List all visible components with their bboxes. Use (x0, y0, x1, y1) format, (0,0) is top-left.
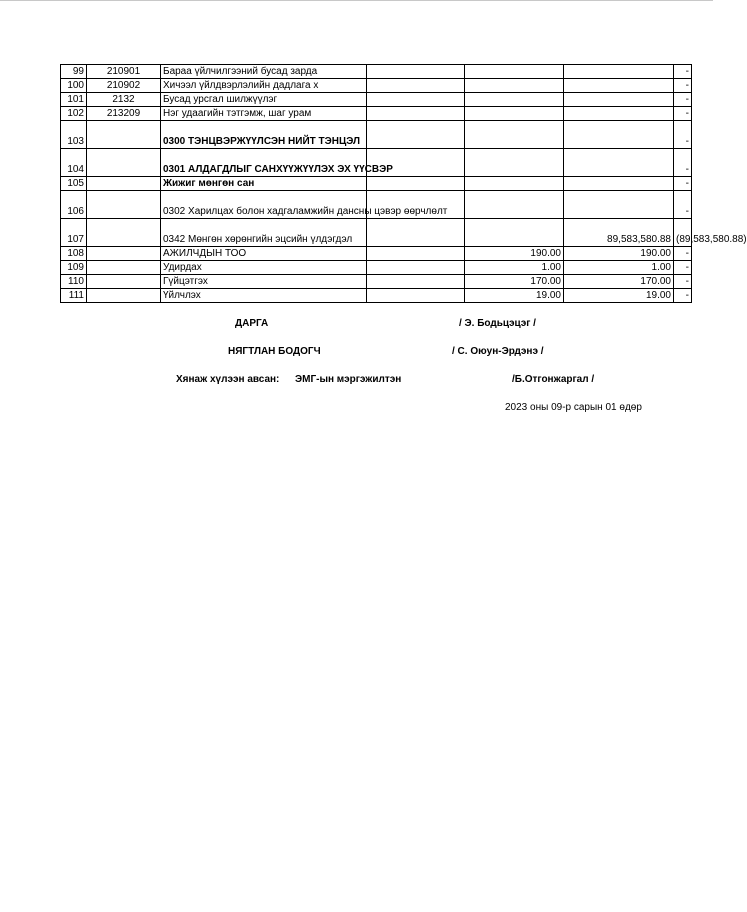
value-cell-2: 19.00 (465, 289, 564, 303)
value-cell-4: - (674, 79, 692, 93)
line-item-name-cell: Нэг удаагийн тэтгэмж, шаг урам (161, 107, 367, 121)
value-cell-1 (367, 177, 465, 191)
value-cell-1 (367, 275, 465, 289)
value-cell-3: 19.00 (564, 289, 674, 303)
row-number-cell: 110 (61, 275, 87, 289)
value-cell-1 (367, 261, 465, 275)
director-title: ДАРГА (235, 318, 269, 329)
reviewer-label: Хянаж хүлээн авсан: (176, 374, 280, 385)
value-cell-1 (367, 93, 465, 107)
value-cell-3 (564, 191, 674, 219)
value-cell-2 (465, 93, 564, 107)
value-cell-2 (465, 177, 564, 191)
row-number-cell: 105 (61, 177, 87, 191)
value-cell-2: 190.00 (465, 247, 564, 261)
value-cell-2 (465, 107, 564, 121)
value-cell-4: (89,583,580.88) (674, 219, 692, 247)
value-cell-4: - (674, 247, 692, 261)
line-item-name-cell: Үйлчлэх (161, 289, 367, 303)
value-cell-3 (564, 79, 674, 93)
line-item-name-cell: АЖИЛЧДЫН ТОО (161, 247, 367, 261)
line-item-name-cell: 0302 Харилцах болон хадгаламжийн дансны цэвэр өөрчлөлт (161, 191, 367, 219)
account-code-cell (87, 191, 161, 219)
value-cell-4: - (674, 65, 692, 79)
table-row (61, 289, 692, 303)
row-number-cell: 107 (61, 219, 87, 247)
value-cell-4: - (674, 149, 692, 177)
value-cell-2: 1.00 (465, 261, 564, 275)
table-row (61, 149, 692, 177)
table-row (61, 177, 692, 191)
value-cell-3: 89,583,580.88 (564, 219, 674, 247)
line-item-name-cell: 0300 ТЭНЦВЭРЖҮҮЛСЭН НИЙТ ТЭНЦЭЛ (161, 121, 367, 149)
value-cell-3: 190.00 (564, 247, 674, 261)
reviewer-title: ЭМГ-ын мэргэжилтэн (295, 374, 402, 385)
account-code-cell (87, 219, 161, 247)
line-item-name-cell: Бусад урсгал шилжүүлэг (161, 93, 367, 107)
table-row (61, 121, 692, 149)
value-cell-4: - (674, 93, 692, 107)
value-cell-1 (367, 79, 465, 93)
table-row (61, 275, 692, 289)
table-row (61, 65, 692, 79)
account-code-cell (87, 289, 161, 303)
account-code-cell (87, 275, 161, 289)
value-cell-3 (564, 149, 674, 177)
director-name: / Э. Бодьцэцэг / (459, 318, 536, 329)
value-cell-1 (367, 65, 465, 79)
row-number-cell: 111 (61, 289, 87, 303)
value-cell-3: 170.00 (564, 275, 674, 289)
value-cell-3 (564, 107, 674, 121)
table-row (61, 219, 692, 247)
row-number-cell: 99 (61, 65, 87, 79)
value-cell-2: 170.00 (465, 275, 564, 289)
value-cell-2 (465, 219, 564, 247)
table-row (61, 93, 692, 107)
report-table-body (61, 65, 747, 303)
value-cell-1 (367, 219, 465, 247)
line-item-name-cell: 0342 Мөнгөн хөрөнгийн эцсийн үлдэгдэл (161, 219, 367, 247)
account-code-cell (87, 177, 161, 191)
row-number-cell: 109 (61, 261, 87, 275)
value-cell-2 (465, 65, 564, 79)
row-number-cell: 102 (61, 107, 87, 121)
table-row (61, 261, 692, 275)
account-code-cell (87, 247, 161, 261)
value-cell-4: - (674, 275, 692, 289)
value-cell-4: - (674, 121, 692, 149)
row-number-cell: 104 (61, 149, 87, 177)
page-top-border (0, 0, 713, 1)
account-code-cell: 213209 (87, 107, 161, 121)
line-item-name-cell: Гүйцэтгэх (161, 275, 367, 289)
account-code-cell (87, 261, 161, 275)
value-cell-4: - (674, 191, 692, 219)
row-number-cell: 106 (61, 191, 87, 219)
value-cell-4: - (674, 177, 692, 191)
value-cell-3 (564, 121, 674, 149)
value-cell-3 (564, 65, 674, 79)
value-cell-3: 1.00 (564, 261, 674, 275)
line-item-name-cell: Удирдах (161, 261, 367, 275)
accountant-name: / С. Оюун-Эрдэнэ / (452, 346, 544, 357)
value-cell-1 (367, 107, 465, 121)
value-cell-1 (367, 121, 465, 149)
value-cell-3 (564, 93, 674, 107)
report-table (60, 64, 747, 303)
account-code-cell (87, 149, 161, 177)
line-item-name-cell: 0301 АЛДАГДЛЫГ САНХҮҮЖҮҮЛЭХ ЭХ ҮҮСВЭР (161, 149, 367, 177)
account-code-cell: 210901 (87, 65, 161, 79)
table-row (61, 191, 692, 219)
row-number-cell: 101 (61, 93, 87, 107)
value-cell-4: - (674, 107, 692, 121)
value-cell-1 (367, 289, 465, 303)
account-code-cell: 2132 (87, 93, 161, 107)
value-cell-2 (465, 191, 564, 219)
line-item-name-cell: Хичээл үйлдвэрлэлийн дадлага х (161, 79, 367, 93)
value-cell-1 (367, 247, 465, 261)
account-code-cell: 210902 (87, 79, 161, 93)
row-number-cell: 103 (61, 121, 87, 149)
value-cell-4: - (674, 261, 692, 275)
account-code-cell (87, 121, 161, 149)
value-cell-2 (465, 121, 564, 149)
table-row (61, 79, 692, 93)
row-number-cell: 108 (61, 247, 87, 261)
value-cell-4: - (674, 289, 692, 303)
line-item-name-cell: Бараа үйлчилгээний бусад зарда (161, 65, 367, 79)
report-date: 2023 оны 09-р сарын 01 өдөр (505, 402, 642, 413)
table-row (61, 107, 692, 121)
reviewer-name: /Б.Отгонжаргал / (512, 374, 595, 385)
table-row (61, 247, 692, 261)
value-cell-2 (465, 149, 564, 177)
line-item-name-cell: Жижиг мөнгөн сан (161, 177, 367, 191)
accountant-title: НЯГТЛАН БОДОГЧ (228, 346, 321, 357)
row-number-cell: 100 (61, 79, 87, 93)
value-cell-2 (465, 79, 564, 93)
value-cell-3 (564, 177, 674, 191)
